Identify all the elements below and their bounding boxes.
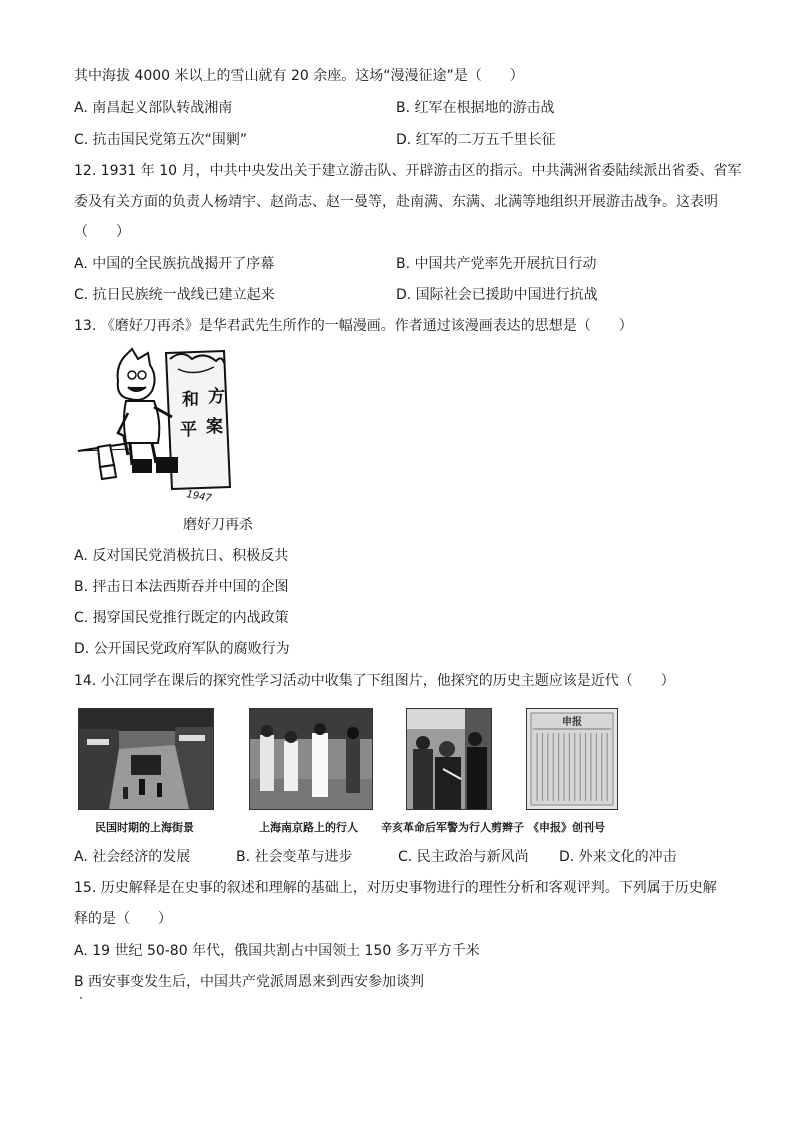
shenbao-masthead: 申报	[562, 717, 582, 728]
q11-option-c: C. 抗击国民党第五次“围剿”	[74, 132, 248, 148]
photo-caption-4: 《申报》创刊号	[528, 821, 605, 834]
q13-stem: 13. 《磨好刀再杀》是华君武先生所作的一幅漫画。作者通过该漫画表达的思想是（ ）	[74, 318, 633, 334]
cartoon-caption: 磨好刀再杀	[183, 517, 253, 533]
photo-shanghai-street	[78, 708, 214, 810]
q15-option-a: A. 19 世纪 50-80 年代，俄国共割占中国领土 150 多万平方千米	[74, 943, 480, 959]
photo-caption-1: 民国时期的上海街景	[95, 821, 194, 834]
cartoon-sign-char-3: 案	[206, 417, 223, 437]
q14-option-a: A. 社会经济的发展	[74, 849, 191, 865]
q12-option-b: B. 中国共产党率先开展抗日行动	[396, 256, 597, 272]
photo-nanjing-road-pedestrians	[249, 708, 373, 810]
photo-shenbao-first-issue	[526, 708, 618, 810]
q13-option-c: C. 揭穿国民党推行既定的内战政策	[74, 610, 289, 626]
cartoon-sign-char-4: 平	[180, 420, 197, 440]
q14-stem: 14. 小江同学在课后的探究性学习活动中收集了下组图片，他探究的历史主题应该是近代（ ）	[74, 673, 675, 689]
q12-option-c: C. 抗日民族统一战线已建立起来	[74, 287, 275, 303]
photo-queue-cutting	[406, 708, 492, 810]
photo-caption-3: 辛亥革命后军警为行人剪辫子	[381, 821, 524, 834]
cartoon-sign-char-1: 方	[208, 387, 225, 407]
q14-option-d: D. 外来文化的冲击	[559, 849, 677, 865]
q15-option-b: B 西安事变发生后，中国共产党派周恩来到西安参加谈判	[74, 974, 425, 990]
q14-option-b: B. 社会变革与进步	[236, 849, 353, 865]
q12-stem-line3: （ ）	[74, 224, 130, 240]
q12-stem-line2: 委及有关方面的负责人杨靖宇、赵尚志、赵一曼等，赴南满、东满、北满等地组织开展游击战争。这表明	[74, 194, 718, 210]
photo-caption-2: 上海南京路上的行人	[259, 821, 358, 834]
cartoon-image	[74, 347, 244, 505]
q11-option-d: D. 红军的二万五千里长征	[396, 132, 556, 148]
q13-option-a: A. 反对国民党消极抗日、积极反共	[74, 548, 289, 564]
q15-stem-line1: 15. 历史解释是在史事的叙述和理解的基础上，对历史事物进行的理性分析和客观评判。下列属于历史解	[74, 880, 717, 896]
q15-stem-line2: 释的是（ ）	[74, 911, 172, 927]
stray-mark	[80, 997, 82, 999]
q12-option-d: D. 国际社会已援助中国进行抗战	[396, 287, 598, 303]
q13-option-d: D. 公开国民党政府军队的腐败行为	[74, 641, 290, 657]
q11-stem: 其中海拔 4000 米以上的雪山就有 20 余座。这场“漫漫征途”是（ ）	[74, 68, 524, 84]
q14-option-c: C. 民主政治与新风尚	[398, 849, 529, 865]
cartoon-year: 1947	[185, 489, 213, 505]
q13-option-b: B. 抨击日本法西斯吞并中国的企图	[74, 579, 289, 595]
q11-option-b: B. 红军在根据地的游击战	[396, 100, 555, 116]
cartoon-sign-char-2: 和	[182, 390, 199, 410]
q12-option-a: A. 中国的全民族抗战揭开了序幕	[74, 256, 275, 272]
q11-option-a: A. 南昌起义部队转战湘南	[74, 100, 233, 116]
q12-stem-line1: 12. 1931 年 10 月，中共中央发出关于建立游击队、开辟游击区的指示。中共满洲省委陆续派出省委、省军	[74, 163, 742, 179]
